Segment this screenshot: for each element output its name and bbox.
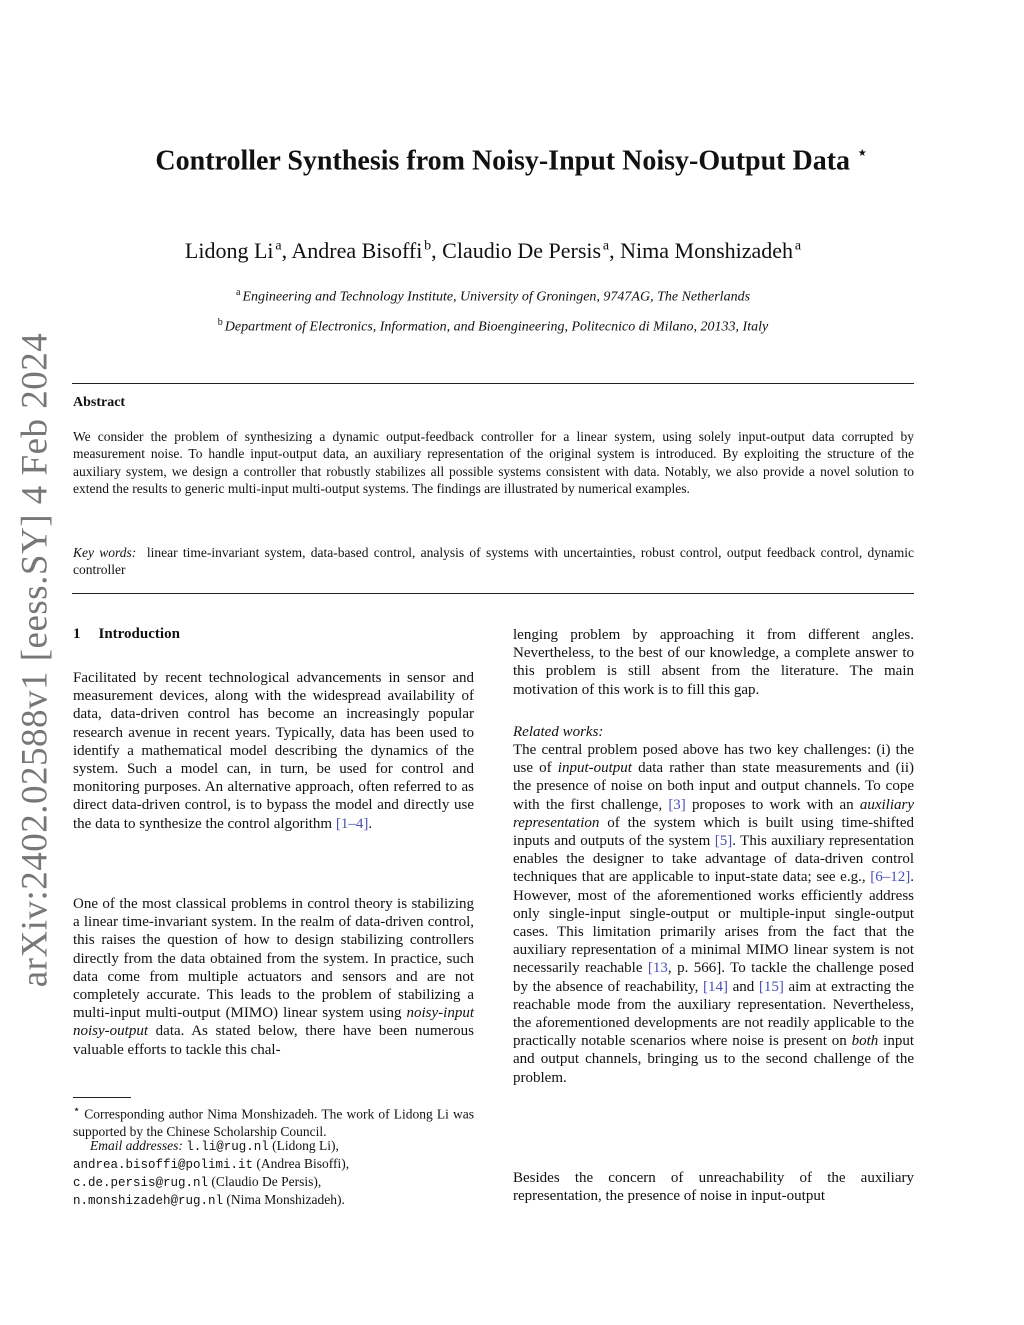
emphasis-text: auxiliary representation [513,796,915,831]
arxiv-identifier-text: arXiv:2402.02588v1 [eess.SY] 4 Feb 2024 [14,332,56,988]
abstract-body: We consider the problem of synthesizing a dynamic output-feedback controller for a linear system, using solely input-output data corrupted by measurement noise. To handle input-output data, an auxiliary representation of the original system is introduced. By exploiting the structure of the auxiliary system, we design a controller that robustly stabilizes all possible systems consistent with data. Notably, we also provide a novel solution to extend the results to generic multi-input multi-output systems. The findings are illustrated by numerical examples. [73,429,914,497]
intro-paragraph-2 [73,895,474,1059]
paragraph-text: data rather than state measurements and (ii) the presence of noise on both input and output channels. To cope with the first challenge, [513,760,914,813]
section-heading [73,626,180,643]
author-name: Nima Monshizadeh [620,238,794,263]
footnote-email-line [90,1137,339,1156]
intro-paragraph-1 [73,669,474,833]
author-affiliation-mark: b [424,238,432,254]
citation-link[interactable]: [1–4] [335,815,369,832]
affiliation-mark: a [235,287,241,298]
right-paragraph-1: lenging problem by approaching it from different angles. Nevertheless, to the best of our knowledge, a complete answer to this problem is still absent from the literature. The main motivation of this work is to fill this gap. [513,627,914,698]
email-owner: (Andrea Bisoffi), [256,1156,350,1171]
paragraph-text: of the system which is built using time-shifted inputs and outputs of the system [513,814,914,850]
paragraph-text: data. As stated below, there have been numerous valuable efforts to tackle this chal- [73,1023,474,1058]
right-paragraph-3: Besides the concern of unreachability of the auxiliary representation, the presence of noise in input-output [513,1170,914,1205]
footnote-rule [73,1097,131,1098]
affiliation-text: Department of Electronics, Information, and Bioengineering, Politecnico di Milano, 20133, Italy [224,319,769,335]
email-owner: (Lidong Li), [272,1138,339,1153]
paragraph-text: . To tackle the challenge posed by the absence of reachability, [513,960,914,995]
paragraph-text: One of the most classical problems in control theory is stabilizing a linear time-invariant system. In the realm of data-driven control, this raises the question of how to design stabilizing controllers directly from the data obtained from the system. In practice, such data come from multiple actuators and sensors and are not completely accurate. This leads to the problem of stabilizing a multi-input multi-output (MIMO) linear system using [73,896,474,1022]
author-name: Andrea Bisoffi [291,238,423,263]
emphasis-text: input-output [557,760,632,777]
citation-link[interactable]: [13 [647,960,668,977]
keywords-text: linear time-invariant system, data-based control, analysis of systems with uncertainties, robust control, output feedback control, dynamic controller [73,545,914,578]
citation-link[interactable]: [3] [668,796,686,813]
paragraph-text: The central problem posed above has two key challenges: (i) the use of [513,742,914,777]
author-affiliation-mark: a [794,238,802,254]
footnote-email-line [73,1191,345,1210]
email-owner: (Claudio De Persis), [211,1174,322,1189]
keywords [73,544,914,579]
citation-page: , p. 566] [667,960,722,977]
paragraph-text: and [732,978,755,995]
keywords-label: Key words: [73,545,137,560]
affiliation-b [0,317,986,336]
footnote-email-line [73,1155,349,1174]
footnote [73,1102,474,1140]
affiliation-text: Engineering and Technology Institute, University of Groningen, 9747AG, The Netherlands [242,289,751,305]
emphasis-text: noisy-input noisy-output [73,1005,474,1040]
footnote-email-line [73,1173,321,1192]
citation-link[interactable]: [14] [702,978,728,995]
abstract-heading: Abstract [73,395,126,410]
paragraph-text: proposes to work with an [692,796,854,813]
section-title: Introduction [98,626,180,642]
email-address[interactable]: c.de.persis@rug.nl [73,1176,209,1190]
paragraph-text: Facilitated by recent technological advancements in sensor and measurement devices, along with the widespread availability of data, data-driven control has become an increasingly popular research avenue in recent years. Typically, data has been used to identify a mathematical model describing the dynamics of the system. Such a model can, in turn, be used for control and monitoring purposes. An alternative approach, often referred to as direct data-driven control, is to bypass the model and directly use the data to synthesize the control algorithm [73,670,474,832]
emphasis-text: both [851,1033,879,1050]
arxiv-identifier-stamp [10,332,60,988]
footnote-mark: ⋆ [73,1104,81,1116]
related-works-label: Related works: [513,724,604,740]
related-works-paragraph [513,741,914,1087]
citation-link[interactable]: [15] [758,978,784,995]
section-number: 1 [73,626,81,642]
paragraph-text: . This auxiliary representation enables the designer to take advantage of data-driven control techniques that are applicable to input-state data; see e.g., [513,833,914,886]
paragraph-text: . However, most of the aforementioned works efficiently address only single-input single-output or multiple-input single-output cases. This limitation primarily arises from the fact that the auxiliary representation of a minimal MIMO linear system is not necessarily reachable [513,869,915,977]
citation-link[interactable]: [5] [714,833,733,850]
paragraph-text: . [368,815,373,832]
author-affiliation-mark: a [602,238,610,254]
footnote-text: Corresponding author Nima Monshizadeh. The work of Lidong Li was supported by the Chinese Scholarship Council. [73,1106,474,1139]
paper-title [0,140,1024,177]
affiliation-a [0,287,986,306]
abstract-top-rule [72,383,914,384]
email-owner: (Nima Monshizadeh). [226,1192,345,1207]
author-name: Lidong Li [184,238,274,263]
citation-link[interactable]: [6–12] [870,869,911,886]
related-works-heading [513,723,914,741]
email-label: Email addresses: [90,1138,183,1153]
email-address[interactable]: n.monshizadeh@rug.nl [73,1194,224,1208]
author-list: Lidong Li $^a$, Andrea Bisoffi $^b$, Claudio De Persis $^a$, Nima Monshizadeh $^a$ [184,238,802,263]
title-footnote-mark: ⋆ [856,142,869,164]
email-address[interactable]: l.li@rug.nl [186,1140,269,1154]
author-affiliation-mark: a [275,238,282,254]
author-name: Claudio De Persis [442,238,602,263]
keywords-bottom-rule [72,593,914,594]
paragraph-text: aim at extracting the reachable mode from the auxiliary representation. Nevertheless, the aforementioned developments are not readily applicable to the practically notable scenarios where noise is present on [513,978,914,1050]
email-address[interactable]: andrea.bisoffi@polimi.it [73,1158,254,1172]
affiliation-mark: b [217,317,223,328]
paper-title-text: Controller Synthesis from Noisy-Input Noisy-Output Data [155,145,851,177]
paragraph-text: input and output channels, bringing us to the second challenge of the problem. [513,1033,914,1086]
